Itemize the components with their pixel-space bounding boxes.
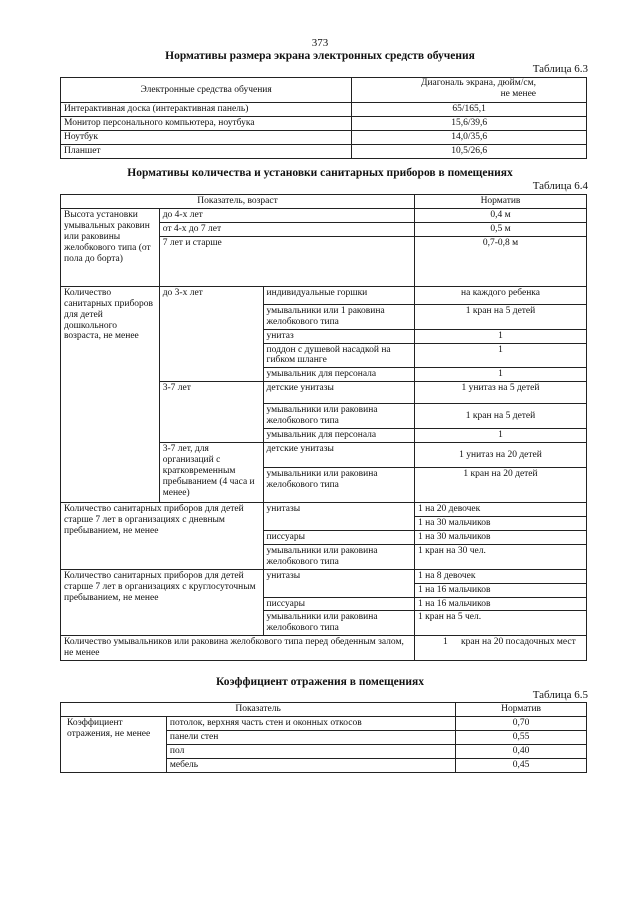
age-cell: 7 лет и старше [159, 236, 414, 286]
diagonal-cell: 14,0/35,6 [352, 130, 587, 144]
age-cell: до 4-х лет [159, 208, 414, 222]
norm-cell: 0,40 [456, 744, 587, 758]
reflection-label: Коэффициент отражения, не менее [61, 716, 167, 772]
fixture-cell: унитазы [263, 569, 414, 597]
fixture-cell: индивидуальные горшки [263, 286, 414, 304]
reflection-coefficient-table [60, 702, 587, 773]
norm-cell: 1 кран на 5 детей [415, 404, 587, 429]
fixture-cell: умывальники или раковина желобкового типа [263, 544, 414, 569]
norm-cell: 1 на 20 девочек [415, 503, 587, 517]
column-header-indicator: Показатель [61, 703, 456, 717]
diagonal-cell: 15,6/39,6 [352, 116, 587, 130]
fixture-cell: писсуары [263, 530, 414, 544]
norm-cell: 1 на 16 мальчиков [415, 583, 587, 597]
fixture-cell: умывальники или раковина желобкового типа [263, 468, 414, 503]
table-6-5-title: Коэффициент отражения в помещениях [216, 676, 424, 688]
norm-cell: 1 на 30 мальчиков [415, 530, 587, 544]
day-stay-label: Количество санитарных приборов для детей старше 7 лет в организациях с дневным пребыванием, не менее [61, 503, 264, 570]
age-group-under-3: до 3-х лет [159, 286, 263, 382]
norm-cell: 1 унитаз на 5 детей [415, 382, 587, 404]
table-6-5-caption: Таблица 6.5 [532, 689, 588, 701]
surface-cell: потолок, верхняя часть стен и оконных откосов [166, 716, 455, 730]
table-row [61, 116, 587, 130]
norm-cell: 1 кран на 5 детей [415, 304, 587, 329]
norm-cell: 1 [415, 343, 587, 368]
fixture-cell: умывальники или 1 раковина желобкового типа [263, 304, 414, 329]
fixture-cell: унитаз [263, 329, 414, 343]
table-row [61, 103, 587, 117]
table-6-4-title: Нормативы количества и установки санитарных приборов в помещениях [127, 167, 513, 179]
column-header-norm: Норматив [456, 703, 587, 717]
column-header-device: Электронные средства обучения [61, 78, 352, 103]
norm-cell: 1 [415, 329, 587, 343]
height-label: Высота установки умывальных раковин или раковины желобкового типа (от пола до борта) [61, 208, 160, 286]
norm-cell: 1 на 16 мальчиков [415, 597, 587, 611]
norm-cell: 1 унитаз на 20 детей [415, 443, 587, 468]
norm-cell: 1 кран на 30 чел. [415, 544, 587, 569]
surface-cell: панели стен [166, 730, 455, 744]
dining-norm-number: 1 [443, 637, 448, 648]
fixture-cell: унитазы [263, 503, 414, 531]
norm-cell: 0,4 м [415, 208, 587, 222]
fixture-cell: умывальник для персонала [263, 368, 414, 382]
table-row [61, 144, 587, 158]
column-header-diagonal: Диагональ экрана, дюйм/см, не менее [352, 78, 587, 103]
dining-norm [415, 636, 587, 661]
table-6-3-title: Нормативы размера экрана электронных средств обучения [165, 50, 475, 62]
screen-size-table [60, 77, 587, 159]
norm-cell: 0,45 [456, 758, 587, 772]
dining-norm-text: кран на 20 посадочных мест [461, 637, 576, 648]
table-row [61, 130, 587, 144]
device-cell: Монитор персонального компьютера, ноутбука [61, 116, 352, 130]
table-6-3-caption: Таблица 6.3 [532, 63, 588, 75]
norm-cell: 1 [415, 368, 587, 382]
norm-cell: 1 на 8 девочек [415, 569, 587, 583]
fixture-cell: умывальники или раковина желобкового типа [263, 404, 414, 429]
device-cell: Планшет [61, 144, 352, 158]
norm-cell: 0,7-0,8 м [415, 236, 587, 286]
surface-cell: пол [166, 744, 455, 758]
fixture-cell: детские унитазы [263, 382, 414, 404]
diagonal-cell: 65/165,1 [352, 103, 587, 117]
age-group-short-stay: 3-7 лет, для организаций с кратковременным пребыванием (4 часа и менее) [159, 443, 263, 503]
page-number: 373 [311, 37, 329, 49]
norm-cell: 1 [415, 429, 587, 443]
sanitary-fixtures-table [60, 194, 587, 661]
fixture-cell: писсуары [263, 597, 414, 611]
norm-cell: 1 на 30 мальчиков [415, 516, 587, 530]
norm-cell: 1 кран на 20 детей [415, 468, 587, 503]
age-group-3-7: 3-7 лет [159, 382, 263, 443]
device-cell: Ноутбук [61, 130, 352, 144]
norm-cell: 0,55 [456, 730, 587, 744]
fixture-cell: умывальник для персонала [263, 429, 414, 443]
norm-cell: на каждого ребенка [415, 286, 587, 304]
fixture-cell: поддон с душевой насадкой на гибком шланге [263, 343, 414, 368]
age-cell: от 4-х до 7 лет [159, 222, 414, 236]
norm-cell: 0,70 [456, 716, 587, 730]
dining-label: Количество умывальников или раковина желобкового типа перед обеденным залом, не менее [61, 636, 415, 661]
fixture-cell: детские унитазы [263, 443, 414, 468]
surface-cell: мебель [166, 758, 455, 772]
table-6-4-caption: Таблица 6.4 [532, 180, 588, 192]
fixture-cell: умывальники или раковина желобкового типа [263, 611, 414, 636]
diagonal-cell: 10,5/26,6 [352, 144, 587, 158]
norm-cell: 0,5 м [415, 222, 587, 236]
round-stay-label: Количество санитарных приборов для детей старше 7 лет в организациях с круглосуточным пребыванием, не менее [61, 569, 264, 636]
norm-cell: 1 кран на 5 чел. [415, 611, 587, 636]
column-header-norm: Норматив [415, 195, 587, 209]
device-cell: Интерактивная доска (интерактивная панель) [61, 103, 352, 117]
preschool-label: Количество санитарных приборов для детей дошкольного возраста, не менее [61, 286, 160, 502]
column-header-indicator: Показатель, возраст [61, 195, 415, 209]
